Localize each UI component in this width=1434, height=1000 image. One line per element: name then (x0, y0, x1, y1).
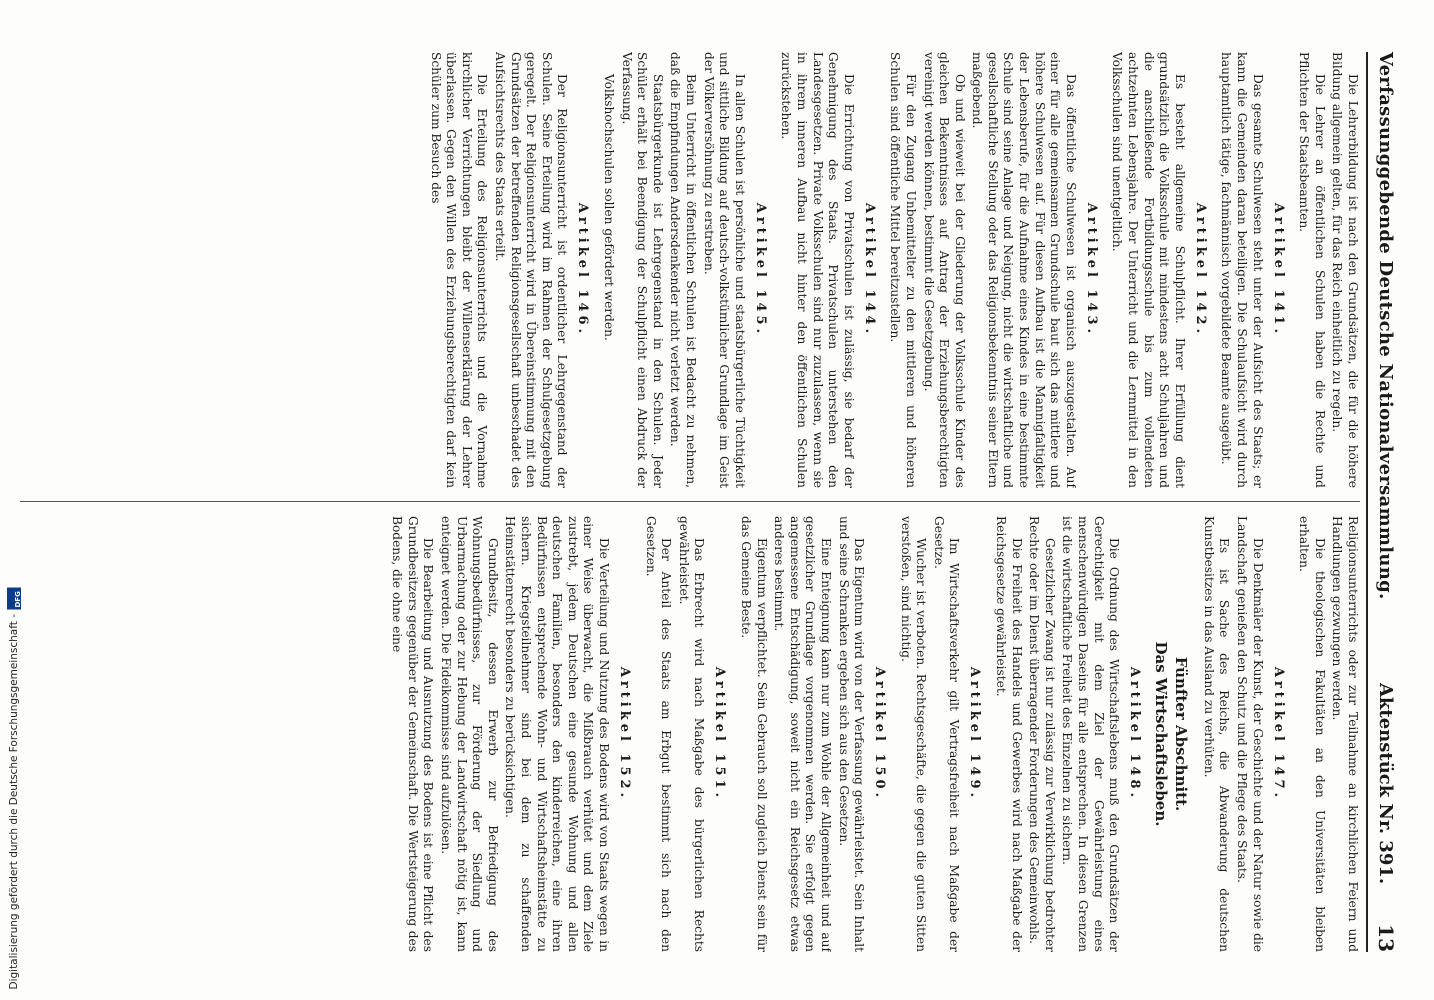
paragraph: Staatsbürgerkunde ist Lehrgegenstand in den Schulen. Jeder Schüler erhält bei Beendigung der Schulpflicht einen Abdruck der Verfassung. (619, 52, 665, 488)
page-number: 13 (1374, 924, 1398, 952)
paragraph: Eine Enteignung kann nur zum Wohle der Allgemeinheit und auf gesetzlicher Grundlage vorgenommen werden. Sie erfolgt gegen angemessene Entschädigung, soweit nicht ein Reichsgesetz etwas anderes bestimmt. (772, 516, 833, 952)
digitization-credit (4, 90, 24, 990)
paragraph: Der Anteil des Staats am Erbgut bestimmt sich nach den Gesetzen. (643, 516, 674, 952)
article-heading: Artikel 141. (1270, 202, 1286, 338)
paragraph: Die Denkmäler der Kunst, der Geschichte und der Natur sowie die Landschaft genießen den Schutz und die Pflege des Staats. (1235, 516, 1265, 952)
text-columns (20, 52, 1360, 952)
paragraph: Ob und wieweit bei der Gliederung der Volksschule Kinder des gleichen Bekenntnisses auf Antrag der Erziehungsberechtigten vereinigt werden können, bestimmt die Gesetzgebung. (921, 52, 967, 488)
article-heading: Artikel 147. (1270, 666, 1286, 802)
paragraph: Beim Unterricht in öffentlichen Schulen ist Bedacht zu nehmen, daß die Empfindungen Andersdenkender nicht verletzt werden. (668, 52, 698, 488)
article-heading: Artikel 142. (1192, 202, 1208, 338)
paragraph: Die Verteilung und Nutzung des Bodens wird von Staats wegen in einer Weise überwacht, die Mißbrauch verhütet und dem Ziele zustrebt, jedem Deutschen eine gesunde Wohnung und allen deutschen Familien, besonders den kinderreichen, eine ihren Bedürfnissen entsprechende Wohn- und Wirtschaftsheimstätte zu sichern. Kriegsteilnehmer sind bei dem zu schaffenden Heimstättenrecht besonders zu berücksichtigen. (503, 516, 611, 952)
column-divider (20, 501, 1360, 502)
article-heading: Artikel 152. (617, 666, 632, 802)
document-title: Verfassunggebende Deutsche Nationalversammlung. (1375, 52, 1397, 600)
paragraph: Grundbesitz, dessen Erwerb zur Befriedigung des Wohnungsbedürfnisses, zur Förderung der Siedlung und Urbarmachung oder zur Hebung der Landwirtschaft nötig ist, kann enteignet werden. Die Fideikommisse sind aufzulösen. (439, 516, 500, 952)
article-heading: Artikel 145. (752, 202, 768, 338)
paragraph: Die theologischen Fakultäten an den Universitäten bleiben erhalten. (1297, 516, 1327, 952)
paragraph: Das gesamte Schulwesen steht unter der Aufsicht des Staats; er kann die Gemeinden daran beteiligen. Die Schulaufsicht wird durch hauptamtlich tätige, fachmännisch vorgebildete Beamte ausgeübt. (1219, 52, 1265, 488)
paragraph: Die Erteilung des Religionsunterrichts und die Vornahme kirchlicher Verrichtungen bleibt der Willenserklärung der Lehrer überlassen. Gegen den Willen des Erziehungsberechtigten darf kein Schüler zum Besuch des (428, 52, 490, 488)
article-heading: Artikel 143. (1083, 202, 1099, 338)
running-head (1366, 52, 1404, 952)
article-heading: Artikel 151. (712, 666, 728, 802)
left-column (20, 52, 1360, 488)
article-heading: Artikel 146. (575, 202, 591, 338)
credit-text: Digitalisierung gefördert durch die Deutsche Forschungsgemeinschaft - (8, 614, 20, 990)
section-subheading: Das Wirtschaftsleben. (1152, 641, 1171, 827)
section-heading: Fünfter Abschnitt. (1172, 656, 1191, 812)
paragraph: Wucher ist verboten. Rechtsgeschäfte, die gegen die guten Sitten verstoßen, sind nichtig. (898, 516, 929, 952)
paragraph: Im Wirtschaftsverkehr gilt Vertragsfreiheit nach Maßgabe der Gesetze. (931, 516, 962, 952)
paragraph: Die Ordnung des Wirtschaftslebens muß den Grundsätzen der Gerechtigkeit mit dem Ziel der Gewährleistung eines menschenwürdigen Daseins für alle entsprechen. In diesen Grenzen ist die wirtschaftliche Freiheit des Einzelnen zu sichern. (1060, 516, 1122, 952)
paragraph: Das Erbrecht wird nach Maßgabe des bürgerlichen Rechts gewährleistet. (676, 516, 707, 952)
paragraph: Das öffentliche Schulwesen ist organisch auszugestalten. Auf einer für alle gemeinsamen Grundschule baut sich das mittlere und höhere Schulwesen auf. Für diesen Aufbau ist die Mannigfaltigkeit der Lebensberufe, für die Aufnahme eines Kindes in eine bestimmte Schule sind seine Anlage und Neigung, nicht die wirtschaftliche und gesellschaftliche Stellung oder das Religionsbekenntnis seiner Eltern maßgebend. (970, 52, 1078, 488)
article-heading: Artikel 149. (967, 666, 983, 802)
article-heading: Artikel 144. (861, 202, 877, 338)
paragraph: Gesetzlicher Zwang ist nur zulässig zur Verwirklichung bedrohter Rechte oder im Dienst überragender Forderungen des Gemeinwohls. (1027, 516, 1057, 952)
article-heading: Artikel 150. (872, 666, 888, 802)
paragraph: Die Bearbeitung und Ausnutzung des Bodens ist eine Pflicht des Grundbesitzers gegenüber der Gemeinschaft. Die Wertsteigerung des Bodens, die ohne eine (390, 516, 436, 952)
dfg-logo-icon: DFG (7, 588, 21, 610)
paragraph: Für den Zugang Unbemittelter zu den mittleren und höheren Schulen sind öffentliche Mittel bereitzustellen. (888, 52, 918, 488)
paragraph: Die Freiheit des Handels und Gewerbes wird nach Maßgabe der Reichsgesetze gewährleistet. (994, 516, 1024, 952)
paragraph: Der Religionsunterricht ist ordentlicher Lehrgegenstand der Schulen. Seine Erteilung wird im Rahmen der Schulgesetzgebung geregelt. Der Religionsunterricht wird in Übereinstimmung mit den Grundsätzen der betreffenden Religionsgesellschaft unbeschadet des Aufsichtsrechts des Staats erteilt. (493, 52, 570, 488)
paragraph: Die Lehrer an öffentlichen Schulen haben die Rechte und Pflichten der Staatsbeamten. (1297, 52, 1327, 488)
paragraph: In allen Schulen ist persönliche und staatsbürgerliche Tüchtigkeit und sittliche Bildung auf deutsch-volkstümlicher Grundlage im Geist der Völkerversöhnung zu erstreben. (701, 52, 747, 488)
document-reference: Aktenstück Nr. 391. (1375, 682, 1397, 885)
paragraph: Das Eigentum wird von der Verfassung gewährleistet. Sein Inhalt und seine Schranken ergeben sich aus den Gesetzen. (836, 516, 867, 952)
paragraph: Die Errichtung von Privatschulen ist zulässig, sie bedarf der Genehmigung des Staats. Privatschulen unterstehen den Landesgesetzen. Private Volksschulen sind nur zuzulassen, wenn sie in ihrem inneren Aufbau nicht hinter den öffentlichen Schulen zurückstehen. (779, 52, 856, 488)
paragraph: Es ist Sache des Reichs, die Abwanderung deutschen Kunstbesitzes in das Ausland zu verhüten. (1201, 516, 1232, 952)
paragraph: Die Lehrerbildung ist nach den Grundsätzen, die für die höhere Bildung allgemein gelten, für das Reich einheitlich zu regeln. (1330, 52, 1360, 488)
paragraph: Religionsunterrichts oder zur Teilnahme an kirchlichen Feiern und Handlungen gezwungen werden. (1330, 516, 1360, 952)
paragraph: Eigentum verpflichtet. Sein Gebrauch soll zugleich Dienst sein für das Gemeine Beste. (738, 516, 769, 952)
article-heading: Artikel 148. (1127, 666, 1143, 802)
right-column (20, 516, 1360, 952)
paragraph: Volkshochschulen sollen gefördert werden. (602, 74, 617, 341)
paragraph: Es besteht allgemeine Schulpflicht. Ihrer Erfüllung dient grundsätzlich die Volksschule mit mindestens acht Schuljahren und die anschließende Fortbildungsschule bis zum vollendeten achtzehnten Lebensjahre. Der Unterricht und die Lernmittel in den Volksschulen sind unentgeltlich. (1110, 52, 1187, 488)
